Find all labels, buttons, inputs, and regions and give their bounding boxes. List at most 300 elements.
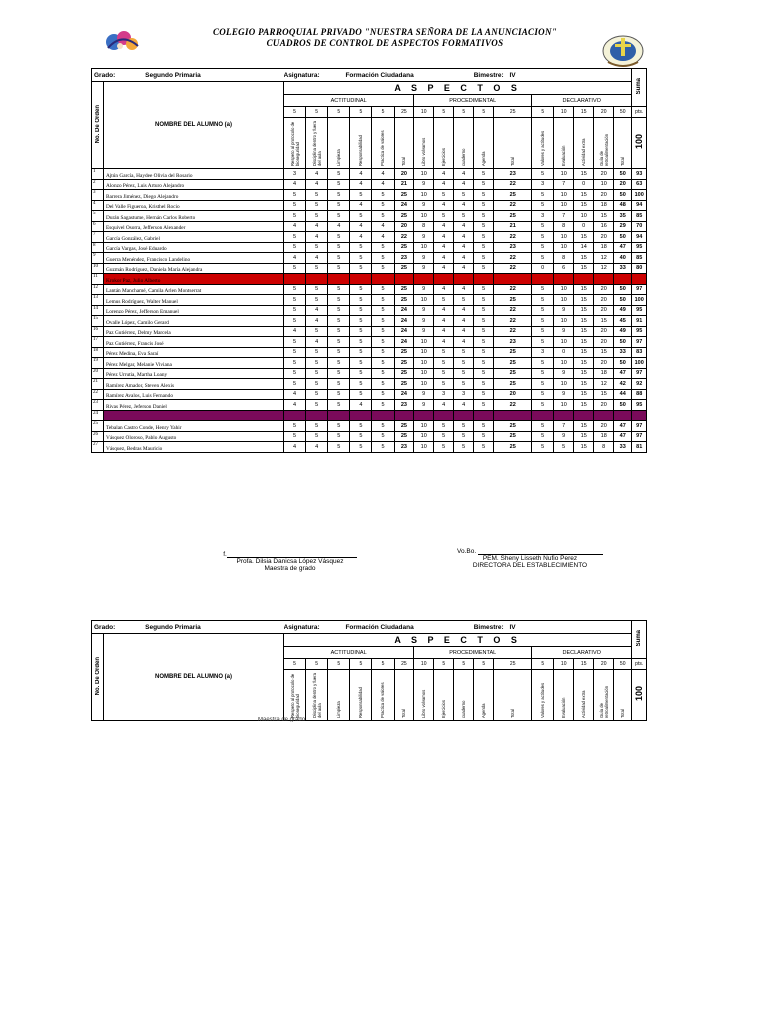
score-cell: 22 [494,400,532,411]
points-cell: 5 [328,659,350,670]
score-cell: 10 [414,368,434,379]
score-cell: 5 [532,421,554,432]
order-number: 22 [92,389,104,400]
score-cell: 24 [394,337,414,348]
score-cell: 5 [532,442,554,453]
score-cell: 6 [554,263,574,274]
order-number: 11 [92,274,104,285]
score-cell: 0 [554,347,574,358]
score-cell: 4 [306,337,328,348]
score-cell: 5 [350,421,372,432]
score-cell: 92 [632,379,647,390]
scores-table [91,68,647,453]
score-cell: 4 [284,326,306,337]
empty-score-cell [328,274,350,285]
subcolumn-header: Evaluación [554,118,574,169]
score-cell: 4 [454,253,474,264]
score-cell: 10 [414,431,434,442]
score-cell: 5 [532,200,554,211]
score-cell: 5 [328,337,350,348]
score-cell: 25 [494,190,532,201]
score-cell: 5 [474,368,494,379]
score-cell: 5 [372,347,394,358]
score-cell: 5 [328,190,350,201]
order-number: 24 [92,410,104,421]
score-cell: 4 [306,169,328,180]
score-cell: 5 [328,232,350,243]
score-cell: 5 [532,368,554,379]
score-cell: 5 [328,358,350,369]
score-cell: 5 [372,253,394,264]
order-number: 18 [92,347,104,358]
score-cell: 15 [594,347,614,358]
score-cell: 25 [394,242,414,253]
score-cell: 5 [434,347,454,358]
score-cell: 24 [394,200,414,211]
score-cell: 70 [632,221,647,232]
score-cell: 4 [434,253,454,264]
order-number: 12 [92,284,104,295]
score-cell: 5 [350,190,372,201]
score-cell: 4 [434,232,454,243]
empty-score-cell [284,410,306,421]
score-cell: 95 [632,400,647,411]
score-cell: 20 [594,169,614,180]
score-cell: 5 [284,347,306,358]
score-cell: 5 [474,316,494,327]
student-row [92,316,647,327]
score-cell: 5 [372,400,394,411]
score-cell: 5 [532,316,554,327]
score-cell: 10 [554,284,574,295]
empty-score-cell [350,274,372,285]
score-cell: 5 [328,421,350,432]
score-cell: 5 [306,326,328,337]
score-cell: 4 [454,326,474,337]
subcolumn-header: Total [394,118,414,169]
score-cell: 5 [350,431,372,442]
score-cell: 5 [328,431,350,442]
score-cell: 5 [434,368,454,379]
score-cell: 10 [554,232,574,243]
score-cell: 95 [632,242,647,253]
score-cell: 20 [594,400,614,411]
score-cell: 10 [414,211,434,222]
score-cell: 4 [350,200,372,211]
points-cell: 25 [494,659,532,670]
score-cell: 18 [594,431,614,442]
points-cell: 20 [594,659,614,670]
score-cell: 15 [574,169,594,180]
order-number: 26 [92,431,104,442]
score-cell: 3 [532,211,554,222]
score-cell: 4 [284,221,306,232]
subcolumn-header: Actividad extra [574,670,594,721]
score-cell: 15 [574,442,594,453]
score-cell: 100 [632,295,647,306]
empty-score-cell [554,274,574,285]
score-cell: 42 [614,379,632,390]
points-cell: pts. [632,107,647,118]
score-cell: 14 [574,242,594,253]
order-number: 9 [92,253,104,264]
aspectos-header: A S P E C T O S [284,82,632,95]
score-cell: 5 [474,232,494,243]
score-cell: 15 [574,284,594,295]
score-cell: 50 [614,358,632,369]
score-cell: 16 [594,221,614,232]
score-cell: 25 [394,358,414,369]
score-cell: 5 [328,316,350,327]
student-row [92,200,647,211]
score-cell: 45 [614,316,632,327]
score-cell: 33 [614,263,632,274]
order-number: 21 [92,379,104,390]
score-cell: 22 [494,232,532,243]
score-cell: 10 [554,169,574,180]
score-cell: 4 [434,242,454,253]
score-cell: 10 [554,295,574,306]
score-cell: 5 [532,190,554,201]
score-cell: 5 [306,379,328,390]
score-cell: 5 [454,211,474,222]
score-cell: 5 [532,284,554,295]
order-number: 14 [92,305,104,316]
score-cell: 10 [414,337,434,348]
score-cell: 4 [284,389,306,400]
student-name: Ramírez Amador, Steven Alexis [104,379,284,390]
score-cell: 22 [494,179,532,190]
student-row [92,368,647,379]
term-field: Bimestre: IV [414,621,594,634]
student-name: Lantán Manchamé, Camila Arlen Montserrat [104,284,284,295]
student-name: Tebalan Castro Conde, Henry Yahir [104,421,284,432]
points-cell: 10 [414,107,434,118]
score-cell: 10 [554,337,574,348]
student-row [92,358,647,369]
score-cell: 88 [632,389,647,400]
score-cell: 49 [614,326,632,337]
score-cell: 5 [350,347,372,358]
score-cell: 5 [532,295,554,306]
score-cell: 8 [414,221,434,232]
points-cell: 10 [554,659,574,670]
score-cell: 4 [434,179,454,190]
score-cell: 80 [632,263,647,274]
score-cell: 5 [328,305,350,316]
control-sheet-2 [91,620,647,721]
score-cell: 5 [474,421,494,432]
points-cell: 5 [434,107,454,118]
score-cell: 5 [372,305,394,316]
control-sheet-1 [91,68,647,453]
score-cell: 10 [414,358,434,369]
order-number-header: No. De Orden [92,82,104,169]
score-cell: 50 [614,190,632,201]
empty-score-cell [632,274,647,285]
score-cell: 20 [394,221,414,232]
score-cell: 20 [594,337,614,348]
score-cell: 5 [434,190,454,201]
score-cell: 5 [350,442,372,453]
score-cell: 5 [350,368,372,379]
student-name: Pérez Melgar, Melanie Viviana [104,358,284,369]
score-cell: 5 [474,284,494,295]
score-cell: 5 [350,316,372,327]
score-cell: 50 [614,337,632,348]
score-cell: 5 [284,263,306,274]
student-row [92,253,647,264]
empty-score-cell [554,410,574,421]
points-cell: 25 [494,107,532,118]
score-cell: 5 [328,400,350,411]
score-cell: 5 [350,379,372,390]
score-cell: 50 [614,295,632,306]
score-cell: 25 [494,431,532,442]
points-cell: 5 [350,107,372,118]
score-cell: 24 [394,389,414,400]
points-cell: 10 [554,107,574,118]
score-cell: 5 [372,200,394,211]
score-cell: 5 [284,421,306,432]
score-cell: 18 [594,200,614,211]
score-cell: 93 [632,169,647,180]
student-name: Ovalle López, Camilo Gerard [104,316,284,327]
score-cell: 4 [454,232,474,243]
score-cell: 4 [372,232,394,243]
order-number: 5 [92,211,104,222]
points-cell: 5 [284,659,306,670]
score-cell: 100 [632,358,647,369]
score-cell: 4 [306,179,328,190]
empty-score-cell [372,410,394,421]
score-cell: 5 [454,442,474,453]
score-cell: 4 [434,221,454,232]
order-number-header: No. De Orden [92,634,104,721]
student-name: Durán Sagastume, Hernán Carlos Roberto [104,211,284,222]
subcolumn-header: Ejercicios [434,118,454,169]
score-cell: 25 [394,190,414,201]
empty-score-cell [574,274,594,285]
score-cell: 10 [414,295,434,306]
score-cell: 15 [594,316,614,327]
score-cell: 5 [532,253,554,264]
score-cell: 5 [372,389,394,400]
order-number: 20 [92,368,104,379]
student-name: Esquivel Osorra, Jefferson Alexander [104,221,284,232]
score-cell: 83 [632,347,647,358]
score-cell: 5 [306,358,328,369]
score-cell: 4 [454,263,474,274]
score-cell: 22 [494,326,532,337]
student-name: Del Valle Figueroa, Kristhel Rocio [104,200,284,211]
empty-score-cell [474,410,494,421]
score-cell: 15 [574,295,594,306]
points-cell: 5 [372,659,394,670]
points-cell: 5 [434,659,454,670]
score-cell: 29 [614,221,632,232]
score-cell: 25 [394,295,414,306]
score-cell: 9 [414,400,434,411]
score-cell: 5 [306,263,328,274]
score-cell: 95 [632,305,647,316]
student-name: Barrera Jiménez, Diego Alejandro [104,190,284,201]
score-cell: 4 [306,442,328,453]
subcolumn-header: Practica de valores [372,670,394,721]
score-cell: 15 [574,431,594,442]
score-cell: 5 [454,347,474,358]
order-number: 25 [92,421,104,432]
score-cell: 23 [394,442,414,453]
score-cell: 15 [574,379,594,390]
subcolumn-header: Disciplina dentro y fuera del aula [306,118,328,169]
points-cell: 15 [574,107,594,118]
score-cell: 5 [474,263,494,274]
empty-score-cell [372,274,394,285]
score-cell: 15 [574,200,594,211]
score-cell: 5 [474,253,494,264]
empty-score-cell [454,410,474,421]
student-row [92,179,647,190]
teacher-sign-prefix: f. [223,551,227,558]
score-cell: 3 [532,347,554,358]
score-cell: 24 [394,316,414,327]
score-cell: 5 [350,253,372,264]
director-signature [450,548,610,569]
empty-score-cell [454,274,474,285]
subcolumn-header: Respeto al protocolo de bioseguridad [284,118,306,169]
score-cell: 5 [434,211,454,222]
student-row [92,284,647,295]
score-cell: 5 [350,211,372,222]
subject-field: Asignatura: Formación Ciudadana [284,69,414,82]
score-cell: 22 [494,263,532,274]
points-cell: 5 [350,659,372,670]
score-cell: 5 [328,263,350,274]
teacher-name: Profa. Dilsia Danicsa López Vásquez [236,558,344,565]
score-cell: 9 [414,263,434,274]
director-role: DIRECTORA DEL ESTABLECIMIENTO [472,562,588,569]
empty-score-cell [414,274,434,285]
score-cell: 12 [594,253,614,264]
empty-score-cell [474,274,494,285]
score-cell: 33 [614,442,632,453]
score-cell: 9 [414,305,434,316]
score-cell: 5 [474,169,494,180]
score-cell: 5 [306,421,328,432]
order-number: 13 [92,295,104,306]
group-procedimental: PROCEDIMENTAL [414,95,532,107]
score-cell: 5 [532,232,554,243]
score-cell: 5 [474,431,494,442]
score-cell: 4 [306,316,328,327]
score-cell: 25 [394,379,414,390]
director-name: PEM. Sheny Lisseth Nufio Perez [482,555,578,562]
points-cell: 5 [306,107,328,118]
subcolumn-header: Ejercicios [434,670,454,721]
subcolumn-header: Valores y actitudes [532,670,554,721]
score-cell: 47 [614,421,632,432]
score-cell: 15 [574,263,594,274]
score-cell: 85 [632,253,647,264]
score-cell: 4 [306,305,328,316]
order-number: 27 [92,442,104,453]
score-cell: 15 [574,358,594,369]
student-name: Alonzo Pérez, Luis Arturo Alejandro [104,179,284,190]
score-cell: 5 [328,379,350,390]
score-cell: 4 [350,221,372,232]
empty-score-cell [328,410,350,421]
score-cell: 5 [284,431,306,442]
score-cell: 22 [494,305,532,316]
score-cell: 5 [372,368,394,379]
score-cell: 23 [494,242,532,253]
score-cell: 4 [434,326,454,337]
subcolumn-header: Total [614,670,632,721]
score-cell: 5 [372,316,394,327]
score-cell: 5 [284,305,306,316]
points-cell: 5 [372,107,394,118]
score-cell: 23 [494,337,532,348]
suma-header: Suma [632,621,647,659]
score-cell: 5 [532,242,554,253]
score-cell: 7 [554,179,574,190]
score-cell: 5 [350,284,372,295]
score-cell: 5 [454,421,474,432]
score-cell: 25 [494,379,532,390]
score-cell: 5 [554,442,574,453]
subcolumn-header: Responsabilidad [350,118,372,169]
score-cell: 4 [284,442,306,453]
score-cell: 4 [434,263,454,274]
score-cell: 5 [284,242,306,253]
score-cell: 5 [434,421,454,432]
score-cell: 10 [554,200,574,211]
score-cell: 10 [554,400,574,411]
score-cell: 40 [614,253,632,264]
student-name: Lemus Rodríguez, Walter Manuel [104,295,284,306]
score-cell: 95 [632,326,647,337]
order-number: 10 [92,263,104,274]
score-cell: 5 [328,284,350,295]
score-cell: 5 [454,379,474,390]
score-cell: 47 [614,368,632,379]
hundred-header: 100 [632,670,647,721]
score-cell: 15 [574,337,594,348]
student-row [92,274,647,285]
score-cell: 20 [594,232,614,243]
student-row [92,211,647,222]
score-cell: 21 [494,221,532,232]
subcolumn-header: Evaluación [554,670,574,721]
student-row [92,421,647,432]
score-cell: 5 [372,442,394,453]
student-row [92,326,647,337]
score-cell: 10 [414,347,434,358]
score-cell: 4 [434,305,454,316]
score-cell: 5 [454,190,474,201]
score-cell: 22 [494,284,532,295]
subcolumn-header: Limpieza [328,670,350,721]
subcolumn-header: Guía de retroalimentación [594,118,614,169]
score-cell: 5 [474,305,494,316]
score-cell: 12 [594,263,614,274]
document-header [0,22,768,72]
points-cell: 15 [574,659,594,670]
score-cell: 25 [394,421,414,432]
score-cell: 15 [574,232,594,243]
score-cell: 4 [454,316,474,327]
